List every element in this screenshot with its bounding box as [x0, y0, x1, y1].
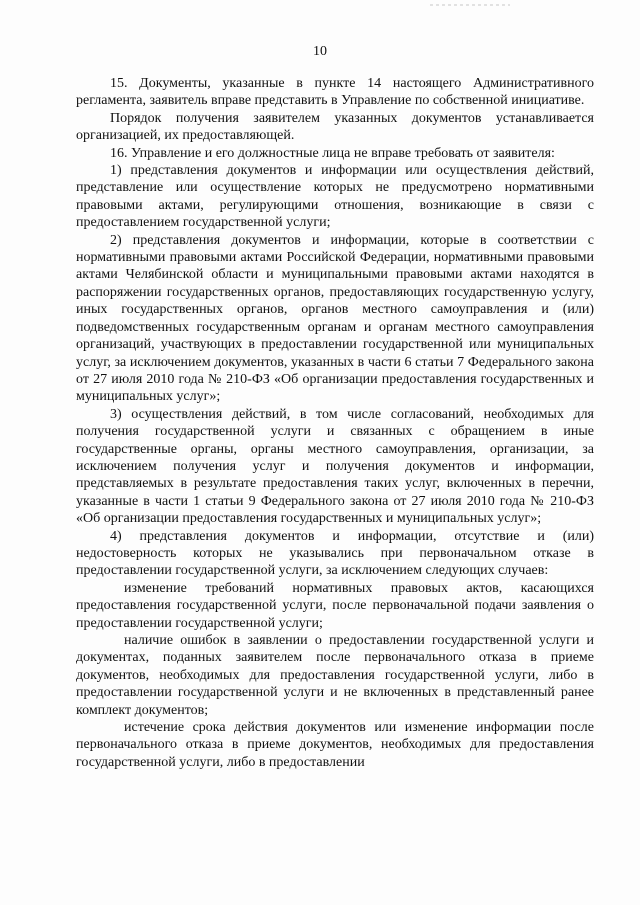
- scan-artifact: [430, 4, 510, 6]
- page-number: 10: [313, 44, 327, 59]
- paragraph-15: 15. Документы, указанные в пункте 14 настоящего Административного регламента, заявитель вправе представить в Управление по собственной инициативе.: [76, 76, 594, 109]
- paragraph-16: 16. Управление и его должностные лица не вправе требовать от заявителя:: [110, 145, 555, 161]
- case-document-expiry: истечение срока действия документов или изменение информации после первоначального отказа в приеме документов, необходимых для предоставления государственной услуги, либо в предоставлении: [76, 720, 594, 770]
- list-item-4: 4) представления документов и информации, отсутствие и (или) недостоверность которых не указывались при первоначальном отказе в предоставлении государственной услуги, за исключением следующих случаев:: [76, 528, 594, 579]
- list-item-3: 3) осуществления действий, в том числе согласований, необходимых для получения государственной услуги и связанных с обращением в иные государственные органы, органы местного самоуправления, организации, за исключением получения услуг и получения документов и информации, представляемых в результате предоставления таких услуг, включенных в перечни, указанные в части 1 статьи 9 Федерального закона от 27 июля 2010 года № 210-ФЗ «Об организации предоставления государственных и муниципальных услуг»;: [76, 406, 594, 527]
- paragraph-order: Порядок получения заявителем указанных документов устанавливается организацией, их предоставляющей.: [76, 110, 594, 144]
- case-errors-in-application: наличие ошибок в заявлении о предоставлении государственной услуги и документах, поданных заявителем после первоначального отказа в приеме документов, необходимых для предоставления государственной услуги, либо в предоставлении государственной услуги и не включенных в представленный ранее комплект документов;: [76, 633, 594, 718]
- list-item-2: 2) представления документов и информации, которые в соответствии с нормативными правовыми актами Российской Федерации, нормативными правовыми актами Челябинской области и муниципальными правовыми актами находятся в распоряжении государственных органов, предоставляющих государственную услугу, иных государственных органов, органов местного самоуправления и (или) подведомственных государственным органам и органам местного самоуправления организаций, участвующих в предоставлении государственной или муниципальных услуг, за исключением документов, указанных в части 6 статьи 7 Федерального закона от 27 июля 2010 года № 210-ФЗ «Об организации предоставления государственных и муниципальных услуг»;: [76, 232, 594, 405]
- list-item-1: 1) представления документов и информации или осуществления действий, представление или осуществление которых не предусмотрено нормативными правовыми актами, регулирующими отношения, возникающие в связи с предоставлением государственной услуги;: [76, 163, 594, 231]
- document-body: [76, 75, 594, 771]
- case-requirements-change: изменение требований нормативных правовых актов, касающихся предоставления государственной услуги, после первоначальной подачи заявления о предоставлении государственной услуги;: [76, 580, 594, 631]
